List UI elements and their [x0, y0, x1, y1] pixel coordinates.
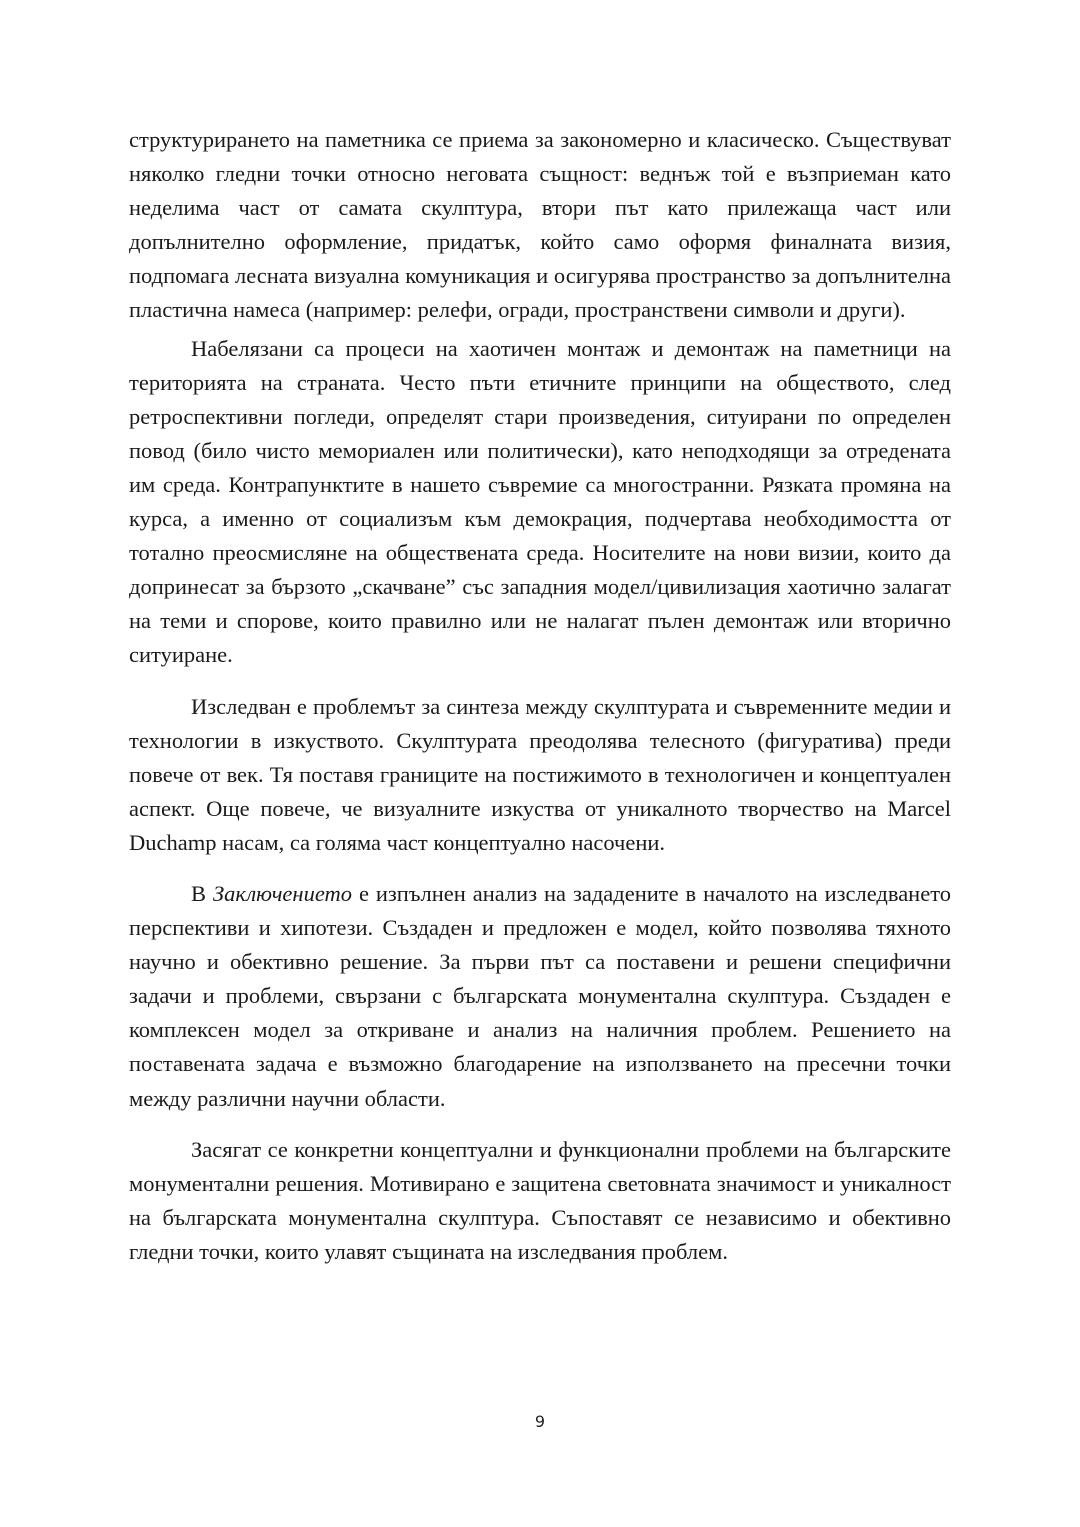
paragraph-text: Засягат се конкретни концептуални и функционални проблеми на българските монументални решения. Мотивирано е защитена световната значимост и уникалност на българската монументална скулптура. Съпоставят се независимо и обективно гледни точки, които улавят същината на изследвания проблем. [129, 1136, 951, 1264]
paragraph-lead: В [191, 880, 213, 906]
paragraph-text: Изследван е проблемът за синтеза между скулптурата и съвременните медии и технологии в изкуството. Скулптурата преодолява телесното (фигуратива) преди повече от век. Тя поставя границите на постижимото в технологичен и концептуален аспект. Още повече, че визуалните изкуства от уникалното творчество на Marcel Duchamp насам, са голяма част концептуално насочени. [129, 693, 951, 855]
paragraph-monument-structure [129, 123, 951, 328]
paragraph-text: структурирането на паметника се приема за закономерно и класическо. Съществуват няколко гледни точки относно неговата същност: веднъж той е възприеман като неделима част от самата скулптура, втори път като прилежаща част или допълнително оформление, придатък, който само оформя финалната визия, подпомага лесната визуална комуникация и осигурява пространство за допълнителна пластична намеса (например: релефи, огради, пространствени символи и други). [129, 127, 951, 323]
paragraph-italic-term: Заключението [212, 880, 353, 906]
paragraph-text: Набелязани са процеси на хаотичен монтаж и демонтаж на паметници на територията на страната. Често пъти етичните принципи на обществото, след ретроспективни погледи, определят стари произведения, ситуирани по определен повод (било чисто мемориален или политически), като неподходящи за отредената им среда. Контрапунктите в нашето съвремие са многостранни. Рязката промяна на курса, а именно от социализъм към демокрация, подчертава необходимостта от тотално преосмисляне на обществената среда. Носителите на нови визии, които да допринесат за бързото „скачване” със западния модел/цивилизация хаотично залагат на теми и спорове, които правилно или не налагат пълен демонтаж или вторично ситуиране. [129, 335, 951, 668]
paragraph-conclusion [129, 877, 951, 1116]
paragraph-sculpture-media-synthesis [129, 690, 951, 860]
paragraph-text: е изпълнен анализ на зададените в началото на изследването перспективи и хипотези. Създаден и предложен е модел, който позволява тяхното научно и обективно решение. За първи път са поставени и решени специфични задачи и проблеми, свързани с българската монументална скулптура. Създаден е комплексен модел за откриване и анализ на наличния проблем. Решението на поставената задача е възможно благодарение на използването на пресечни точки между различни научни области. [129, 880, 951, 1111]
paragraph-monument-dismantling [129, 332, 951, 673]
paragraph-conceptual-problems [129, 1133, 951, 1269]
document-body [129, 123, 951, 1269]
page-number: 9 [534, 1412, 546, 1431]
